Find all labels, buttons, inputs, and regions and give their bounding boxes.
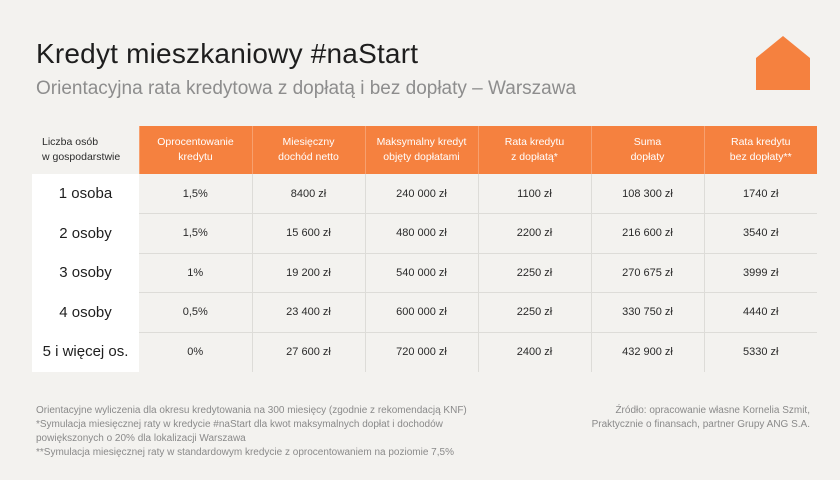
table-cell: 19 200 zł [252, 253, 365, 293]
footnotes-left [36, 404, 536, 460]
table-row [32, 332, 817, 372]
header-installment-with-subsidy [478, 126, 591, 174]
table-row [32, 253, 817, 293]
page-title: Kredyt mieszkaniowy #naStart [36, 38, 419, 69]
page-subtitle: Orientacyjna rata kredytowa z dopłatą i bez dopłaty – Warszawa [36, 78, 577, 99]
header-line: bez dopłaty** [729, 151, 792, 163]
header-line: Rata kredytu [730, 135, 791, 148]
source-line: Źródło: opracowanie własne Kornelia Szmit, [615, 405, 810, 416]
corner-header-line1: Liczba osób [42, 135, 99, 148]
table-header-row [32, 126, 817, 174]
header-subsidy-total [591, 126, 704, 174]
row-label: 4 osoby [32, 293, 139, 333]
footnote-line: Orientacyjne wyliczenia dla okresu kredytowania na 300 miesięcy (zgodnie z rekomendacją KNF) [36, 405, 467, 416]
table-cell: 5330 zł [704, 332, 817, 372]
footnote-line: powiększonych o 20% dla lokalizacji Warszawa [36, 433, 246, 444]
loan-table [32, 126, 817, 372]
row-label: 3 osoby [32, 253, 139, 293]
header-line: Rata kredytu [504, 135, 565, 148]
row-label: 2 osoby [32, 214, 139, 254]
house-icon [756, 36, 810, 90]
row-label: 5 i więcej os. [32, 332, 139, 372]
corner-header [32, 126, 139, 174]
table-cell: 3999 zł [704, 253, 817, 293]
table-cell: 540 000 zł [365, 253, 478, 293]
header-monthly-income [252, 126, 365, 174]
table-cell: 23 400 zł [252, 293, 365, 333]
table-row [32, 174, 817, 214]
table-cell: 1,5% [139, 214, 252, 254]
table-cell: 240 000 zł [365, 174, 478, 214]
corner-header-line2: w gospodarstwie [42, 151, 121, 163]
table-cell: 1,5% [182, 187, 208, 200]
table-row [32, 293, 817, 333]
table-cell: 432 900 zł [591, 332, 704, 372]
table-cell: 480 000 zł [365, 214, 478, 254]
table-cell: 0,5% [139, 293, 252, 333]
header-line: Oprocentowanie [157, 135, 234, 148]
table-cell: 108 300 zł [591, 174, 704, 214]
header-line: objęty dopłatami [383, 151, 460, 163]
header-interest-rate [139, 126, 252, 174]
table-cell: 270 675 zł [591, 253, 704, 293]
table-cell: 1100 zł [478, 174, 591, 214]
header-line: z dopłatą* [511, 151, 558, 163]
table-cell: 27 600 zł [252, 332, 365, 372]
footnote-line: *Symulacja miesięcznej raty w kredycie #naStart dla kwot maksymalnych dopłat i dochodów [36, 419, 443, 430]
table-cell: 2400 zł [478, 332, 591, 372]
table-cell: 2200 zł [478, 214, 591, 254]
table-cell: 330 750 zł [591, 293, 704, 333]
header-installment-without-subsidy [704, 126, 817, 174]
table-cell: 2250 zł [478, 293, 591, 333]
source-note [520, 404, 810, 432]
header-line: dopłaty [630, 151, 665, 163]
header-line: kredytu [178, 151, 213, 163]
row-label: 1 osoba [32, 174, 139, 214]
table-cell: 1% [139, 253, 252, 293]
table-cell: 8400 zł [252, 174, 365, 214]
header-line: dochód netto [278, 151, 339, 163]
header-line: Suma [633, 135, 662, 148]
table-cell: 600 000 zł [365, 293, 478, 333]
header-line: Maksymalny kredyt [376, 135, 467, 148]
table-cell: 15 600 zł [252, 214, 365, 254]
table-cell: 1740 zł [704, 174, 817, 214]
table-cell: 2250 zł [478, 253, 591, 293]
source-line: Praktycznie o finansach, partner Grupy ANG S.A. [591, 419, 810, 430]
table-cell: 720 000 zł [365, 332, 478, 372]
table-row [32, 214, 817, 254]
table-cell: 0% [139, 332, 252, 372]
header-line: Miesięczny [282, 135, 335, 148]
table-cell: 216 600 zł [591, 214, 704, 254]
footnote-line: **Symulacja miesięcznej raty w standardowym kredycie z oprocentowaniem na poziomie 7,5% [36, 447, 454, 458]
header-max-loan [365, 126, 478, 174]
table-cell: 3540 zł [704, 214, 817, 254]
table-cell: 4440 zł [704, 293, 817, 333]
